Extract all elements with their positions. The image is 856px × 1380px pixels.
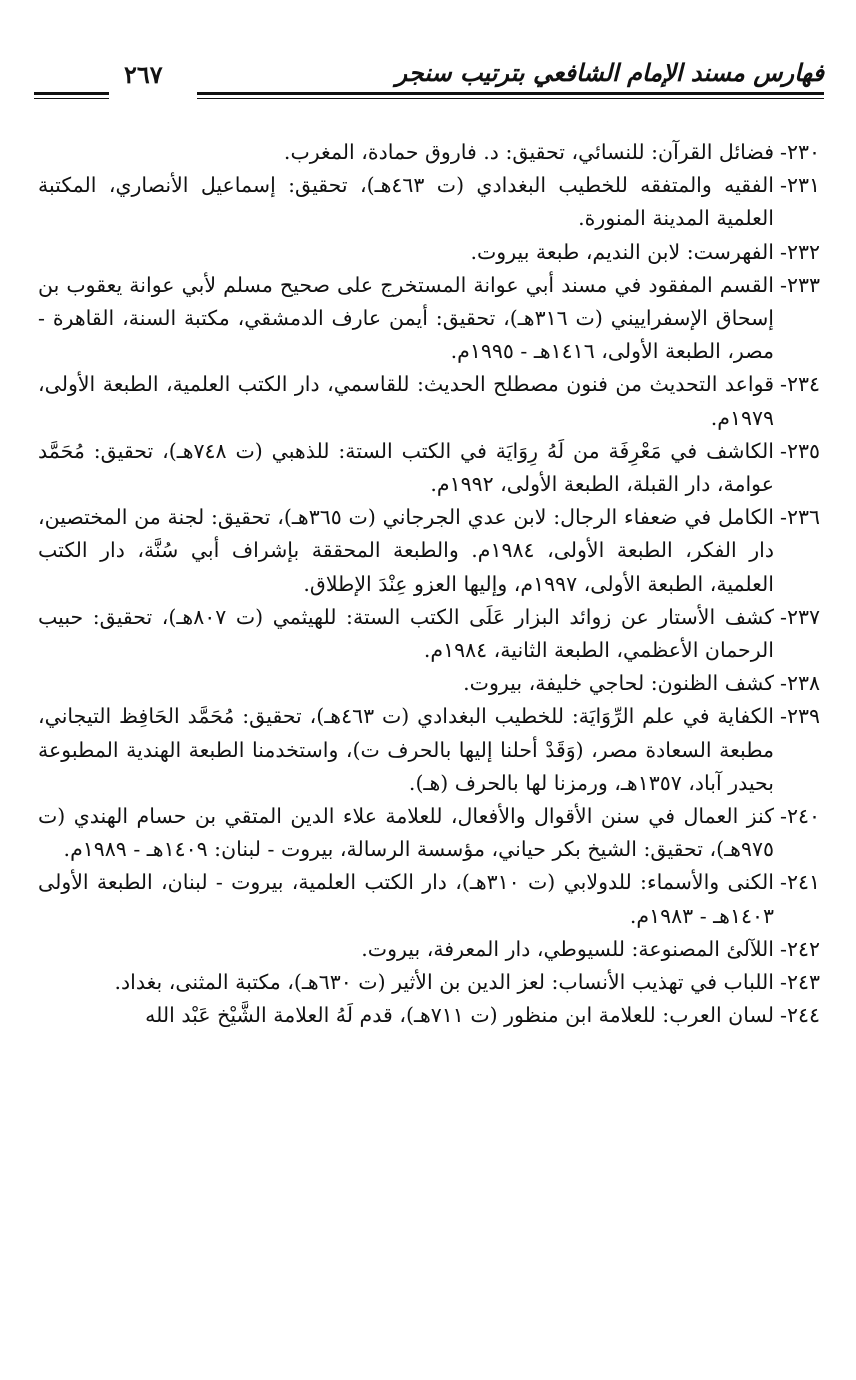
running-title: فهارس مسند الإمام الشافعي بترتيب سنجر	[395, 58, 824, 87]
entry-text: الكنى والأسماء: للدولابي (ت ٣١٠هـ)، دار الكتب العلمية، بيروت - لبنان، الطبعة الأولى ١٤٠٣هـ - ١٩٨٣م.	[38, 870, 774, 928]
reference-entry	[38, 999, 820, 1032]
entry-text: فضائل القرآن: للنسائي، تحقيق: د. فاروق حمادة، المغرب.	[283, 140, 774, 164]
reference-entry	[38, 933, 820, 966]
entry-number: ٢٣٧-	[780, 604, 820, 629]
page-number: ٢٦٧	[124, 60, 163, 89]
entry-number: ٢٣٩-	[780, 704, 820, 729]
page-number-rule-thin	[34, 98, 109, 99]
entry-number: ٢٤٢-	[780, 936, 820, 961]
entry-number: ٢٣٨-	[780, 671, 820, 696]
entry-text: الكفاية في علم الرِّوَايَة: للخطيب البغدادي (ت ٤٦٣هـ)، تحقيق: مُحَمَّد الحَافِظ التيجاني، مطبعة السعادة مصر، (وَقَدْ أحلنا إليها بالحرف ت)، واستخدمنا الطبعة الهندية المطبوعة بحيدر آباد، ١٣٥٧هـ، ورمزنا لها بالحرف (هـ).	[38, 704, 775, 795]
page-number-rule	[34, 92, 109, 95]
header-rule-thin	[197, 98, 824, 99]
entry-number: ٢٣٢-	[780, 239, 820, 264]
entry-number: ٢٣١-	[780, 173, 820, 198]
entry-number: ٢٣٥-	[780, 438, 820, 463]
reference-entry	[38, 368, 820, 434]
entry-number: ٢٤١-	[780, 870, 820, 895]
entry-number: ٢٣٤-	[780, 372, 820, 397]
page-header	[34, 52, 824, 108]
reference-entry	[38, 800, 820, 866]
entry-number: ٢٤٣-	[780, 970, 820, 995]
entry-text: القسم المفقود في مسند أبي عوانة المستخرج على صحيح مسلم لأبي عوانة يعقوب بن إسحاق الإسفراييني (ت ٣١٦هـ)، تحقيق: أيمن عارف الدمشقي، مكتبة السنة، القاهرة - مصر، الطبعة الأولى، ١٤١٦هـ - ١٩٩٥م.	[38, 272, 774, 364]
reference-entry	[38, 435, 820, 501]
entry-text: اللباب في تهذيب الأنساب: لعز الدين بن الأثير (ت ٦٣٠هـ)، مكتبة المثنى، بغداد.	[114, 970, 774, 995]
entry-number: ٢٤٤-	[780, 1003, 820, 1028]
reference-entry	[38, 866, 820, 932]
reference-entry	[38, 501, 820, 601]
entry-text: لسان العرب: للعلامة ابن منظور (ت ٧١١هـ)، قدم لَهُ العلامة الشَّيْخ عَبْد الله	[145, 1003, 774, 1028]
entry-number: ٢٤٠-	[780, 804, 820, 829]
reference-list	[38, 136, 820, 1032]
entry-text: الكاشف في مَعْرِفَة من لَهُ رِوَايَة في الكتب الستة: للذهبي (ت ٧٤٨هـ)، تحقيق: مُحَمَّد عوامة، دار القبلة، الطبعة الأولى، ١٩٩٢م.	[38, 438, 774, 497]
entry-text: اللآلئ المصنوعة: للسيوطي، دار المعرفة، بيروت.	[361, 936, 774, 961]
entry-number: ٢٣٣-	[780, 272, 820, 297]
reference-entry	[38, 269, 820, 369]
reference-entry	[38, 169, 820, 235]
entry-number: ٢٣٠-	[780, 140, 820, 164]
entry-text: كشف الأستار عن زوائد البزار عَلَى الكتب الستة: للهيثمي (ت ٨٠٧هـ)، تحقيق: حبيب الرحمان الأعظمي، الطبعة الثانية، ١٩٨٤م.	[38, 604, 774, 663]
reference-entry	[38, 700, 820, 800]
entry-text: كنز العمال في سنن الأقوال والأفعال، للعلامة علاء الدين المتقي بن حسام الهندي (ت ٩٧٥هـ)، تحقيق: الشيخ بكر حياني، مؤسسة الرسالة، بيروت - لبنان: ١٤٠٩هـ - ١٩٨٩م.	[38, 804, 774, 862]
reference-entry	[38, 236, 820, 269]
reference-entry	[38, 136, 820, 169]
reference-entry	[38, 667, 820, 700]
entry-text: كشف الظنون: لحاجي خليفة، بيروت.	[463, 671, 774, 696]
entry-text: الكامل في ضعفاء الرجال: لابن عدي الجرجاني (ت ٣٦٥هـ)، تحقيق: لجنة من المختصين، دار الفكر، الطبعة الأولى، ١٩٨٤م. والطبعة المحققة بإشراف أبي سُنَّة، دار الكتب العلمية، الطبعة الأولى، ١٩٩٧م، وإليها العزو عِنْدَ الإطلاق.	[38, 505, 775, 596]
header-rule	[197, 92, 824, 95]
reference-entry	[38, 966, 820, 999]
reference-entry	[38, 601, 820, 667]
entry-text: الفهرست: لابن النديم، طبعة بيروت.	[470, 239, 774, 264]
entry-text: قواعد التحديث من فنون مصطلح الحديث: للقاسمي، دار الكتب العلمية، الطبعة الأولى، ١٩٧٩م.	[38, 372, 774, 430]
entry-text: الفقيه والمتفقه للخطيب البغدادي (ت ٤٦٣هـ)، تحقيق: إسماعيل الأنصاري، المكتبة العلمية المدينة المنورة.	[38, 173, 774, 231]
entry-number: ٢٣٦-	[780, 505, 820, 530]
